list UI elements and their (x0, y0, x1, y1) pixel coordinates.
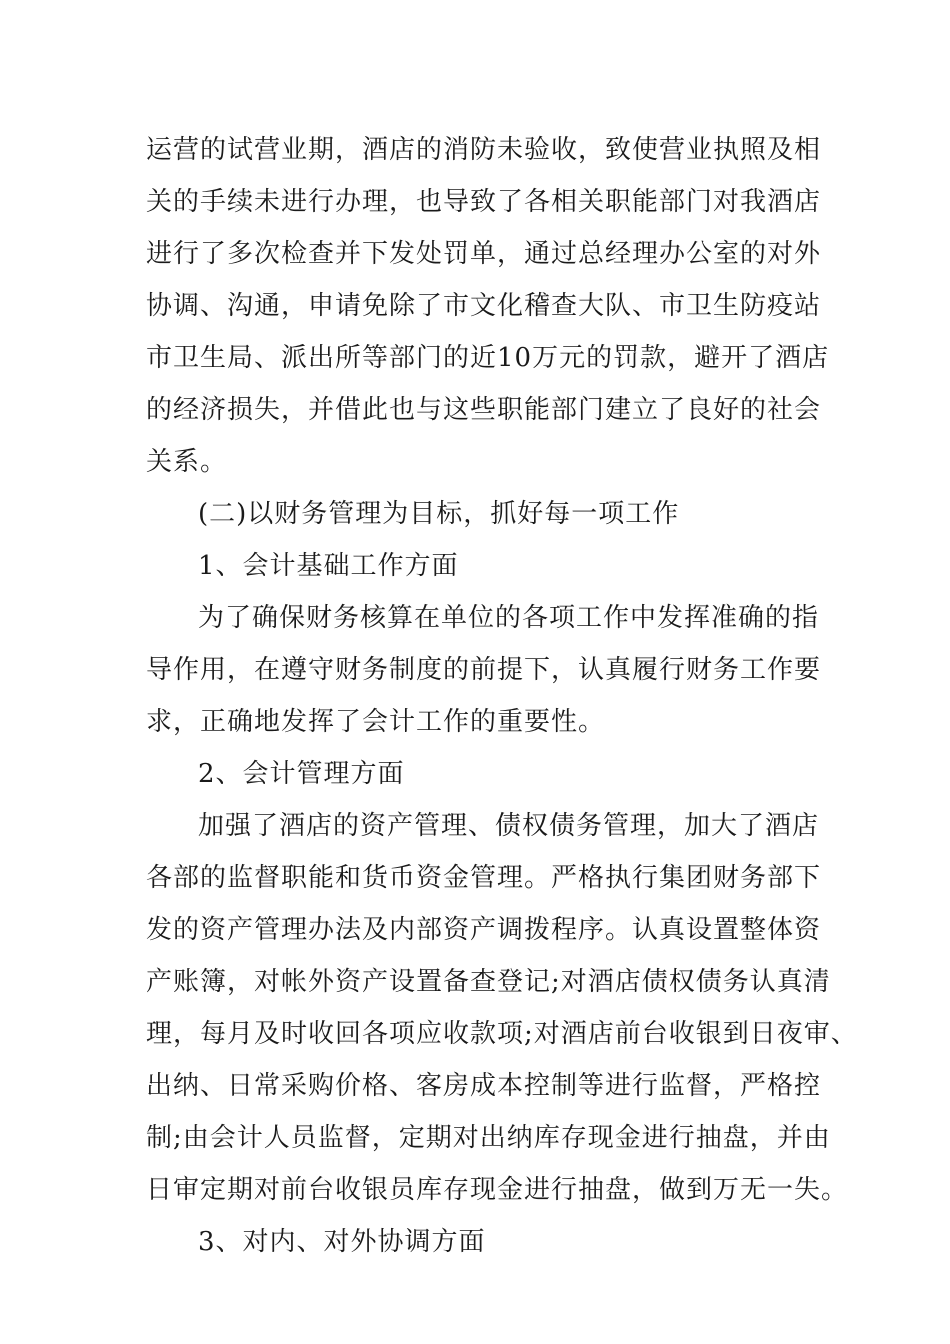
text-line: 产账簿，对帐外资产设置备查登记;对酒店债权债务认真清 (146, 967, 831, 997)
text-line: 市卫生局、派出所等部门的近10万元的罚款，避开了酒店 (146, 343, 830, 373)
text-line: 日审定期对前台收银员库存现金进行抽盘，做到万无一失。 (146, 1175, 849, 1205)
text-line: 运营的试营业期，酒店的消防未验收，致使营业执照及相 (146, 135, 822, 165)
text-line: 加强了酒店的资产管理、债权债务管理，加大了酒店 (198, 811, 820, 841)
text-line: 导作用，在遵守财务制度的前提下，认真履行财务工作要 (146, 655, 822, 685)
document-page (146, 124, 858, 1268)
text-line: 2、会计管理方面 (198, 759, 405, 789)
text-line: 1、会计基础工作方面 (198, 551, 459, 581)
text-line: 的经济损失，并借此也与这些职能部门建立了良好的社会 (146, 395, 822, 425)
text-line: 关的手续未进行办理，也导致了各相关职能部门对我酒店 (146, 187, 822, 217)
text-line: (二)以财务管理为目标，抓好每一项工作 (198, 499, 680, 529)
text-line: 制;由会计人员监督，定期对出纳库存现金进行抽盘，并由 (146, 1123, 831, 1153)
text-line: 协调、沟通，申请免除了市文化稽查大队、市卫生防疫站 (146, 291, 822, 321)
text-line: 发的资产管理办法及内部资产调拨程序。认真设置整体资 (146, 915, 822, 945)
text-line: 为了确保财务核算在单位的各项工作中发挥准确的指 (198, 603, 820, 633)
text-line: 3、对内、对外协调方面 (198, 1227, 486, 1257)
text-line: 进行了多次检查并下发处罚单，通过总经理办公室的对外 (146, 239, 822, 269)
text-line: 理，每月及时收回各项应收款项;对酒店前台收银到日夜审、 (146, 1019, 858, 1049)
text-line: 关系。 (146, 447, 228, 477)
text-line: 出纳、日常采购价格、客房成本控制等进行监督，严格控 (146, 1071, 822, 1101)
text-line: 各部的监督职能和货币资金管理。严格执行集团财务部下 (146, 863, 822, 893)
text-line: 求，正确地发挥了会计工作的重要性。 (146, 707, 606, 737)
